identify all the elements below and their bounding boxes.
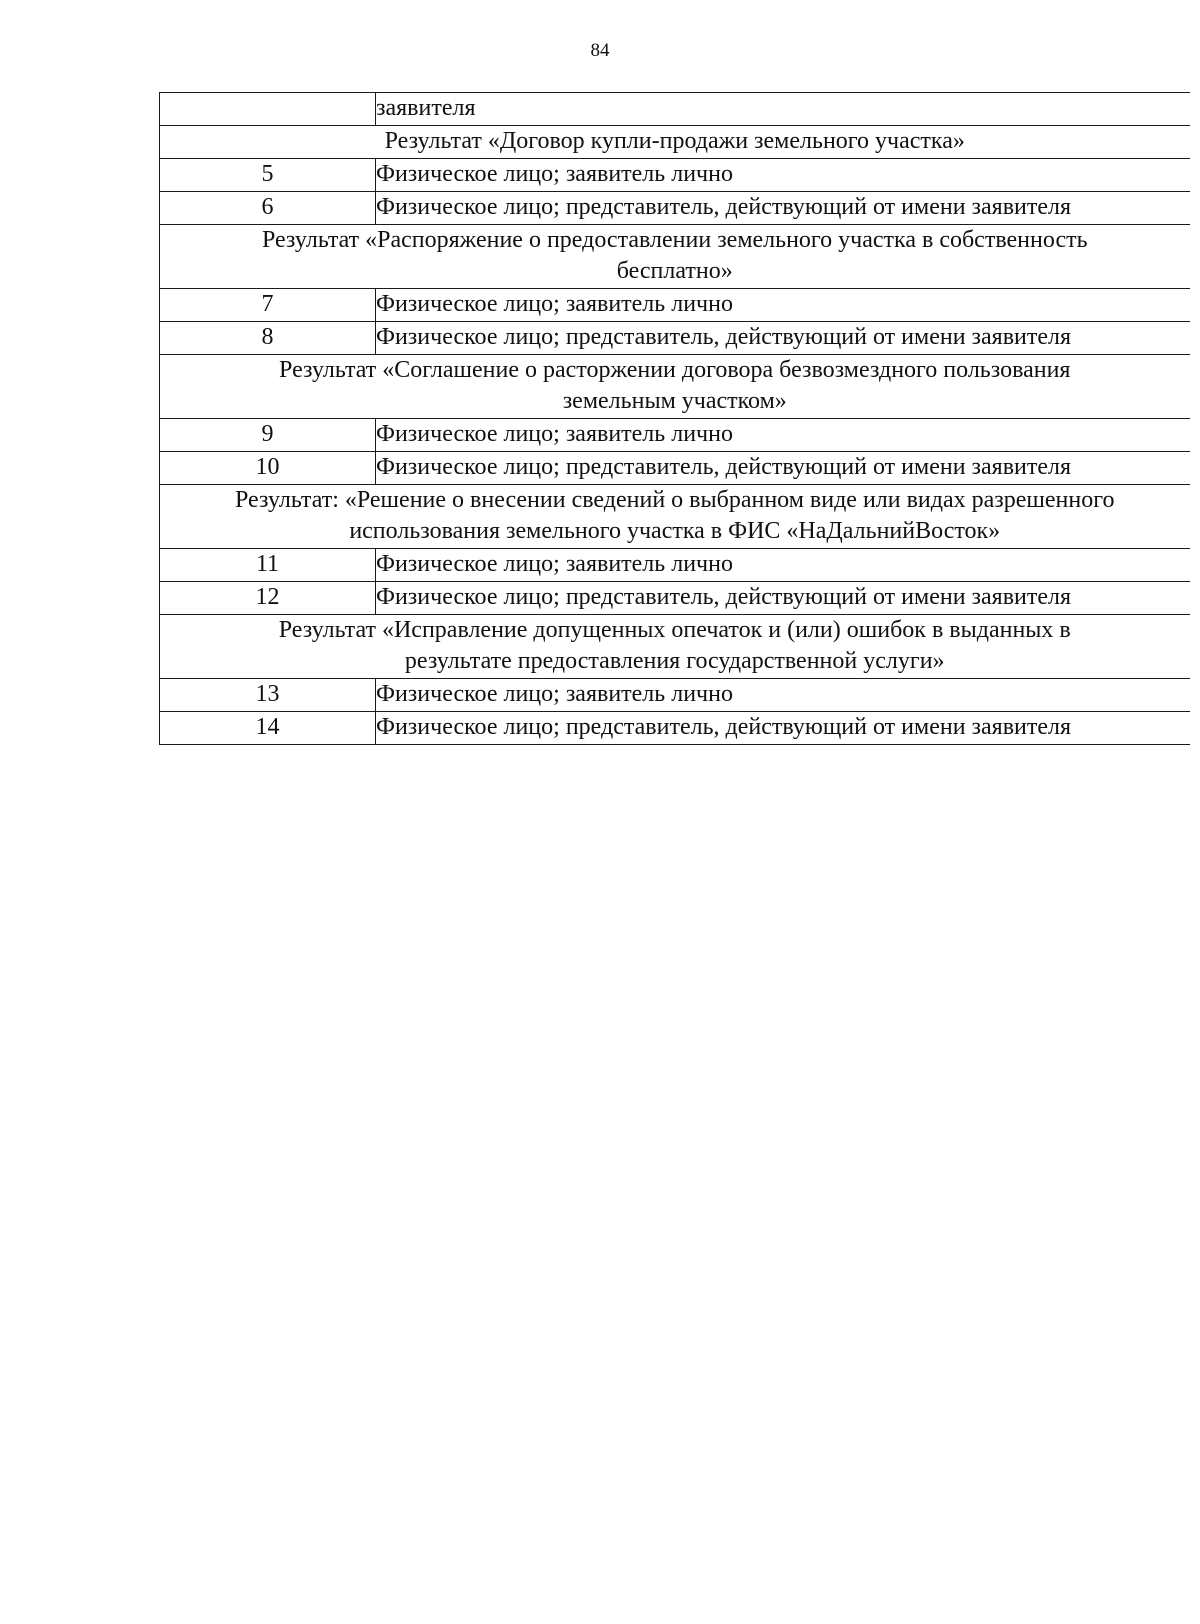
section-title-line: Результат «Распоряжение о предоставлении земельного участка в собственность — [261, 227, 1088, 253]
table-row — [160, 159, 1190, 192]
section-title-line: земельным участком» — [562, 388, 787, 414]
row-number-cell: 12 — [160, 582, 376, 615]
row-description-cell: заявителя — [376, 93, 1190, 126]
row-description-cell: Физическое лицо; представитель, действующий от имени заявителя — [376, 322, 1190, 355]
table-row — [160, 679, 1190, 712]
row-number-cell: 8 — [160, 322, 376, 355]
section-title — [160, 485, 1190, 549]
table-row-continuation — [160, 93, 1190, 126]
section-title — [160, 615, 1190, 679]
table-row — [160, 582, 1190, 615]
section-header-row — [160, 355, 1190, 419]
row-description-cell: Физическое лицо; представитель, действующий от имени заявителя — [376, 712, 1190, 745]
row-description-cell: Физическое лицо; заявитель лично — [376, 549, 1190, 582]
table-row — [160, 419, 1190, 452]
applicant-variants-table — [159, 92, 1190, 745]
row-description-cell: Физическое лицо; заявитель лично — [376, 289, 1190, 322]
row-number-cell: 6 — [160, 192, 376, 225]
row-number-cell: 10 — [160, 452, 376, 485]
row-number-cell — [160, 93, 376, 126]
table-row — [160, 712, 1190, 745]
row-number-cell: 13 — [160, 679, 376, 712]
section-title — [160, 225, 1190, 289]
page-number: 84 — [590, 40, 610, 61]
section-title-line: результате предоставления государственной услуги» — [404, 648, 945, 674]
section-title-line: Результат «Соглашение о расторжении договора безвозмездного пользования — [279, 357, 1071, 383]
row-number-cell: 7 — [160, 289, 376, 322]
table-row — [160, 322, 1190, 355]
table-row — [160, 289, 1190, 322]
table-row — [160, 452, 1190, 485]
section-title-line: использования земельного участка в ФИС «НаДальнийВосток» — [349, 518, 1001, 544]
row-description-cell: Физическое лицо; заявитель лично — [376, 419, 1190, 452]
row-description-cell: Физическое лицо; заявитель лично — [376, 159, 1190, 192]
section-title-line: Результат: «Решение о внесении сведений о выбранном виде или видах разрешенного — [235, 487, 1115, 513]
row-number-cell: 5 — [160, 159, 376, 192]
table-row — [160, 549, 1190, 582]
row-description-cell: Физическое лицо; представитель, действующий от имени заявителя — [376, 192, 1190, 225]
section-header-row — [160, 485, 1190, 549]
section-title-line: бесплатно» — [616, 258, 733, 284]
row-description-cell: Физическое лицо; заявитель лично — [376, 679, 1190, 712]
section-title — [160, 126, 1190, 159]
section-title-line: Результат «Договор купли-продажи земельного участка» — [384, 128, 965, 154]
section-title-line: Результат «Исправление допущенных опечаток и (или) ошибок в выданных в — [278, 617, 1071, 643]
table-row — [160, 192, 1190, 225]
row-number-cell: 9 — [160, 419, 376, 452]
section-header-row — [160, 126, 1190, 159]
section-title — [160, 355, 1190, 419]
row-number-cell: 14 — [160, 712, 376, 745]
section-header-row — [160, 225, 1190, 289]
row-number-cell: 11 — [160, 549, 376, 582]
row-description-cell: Физическое лицо; представитель, действующий от имени заявителя — [376, 582, 1190, 615]
section-header-row — [160, 615, 1190, 679]
row-description-cell: Физическое лицо; представитель, действующий от имени заявителя — [376, 452, 1190, 485]
